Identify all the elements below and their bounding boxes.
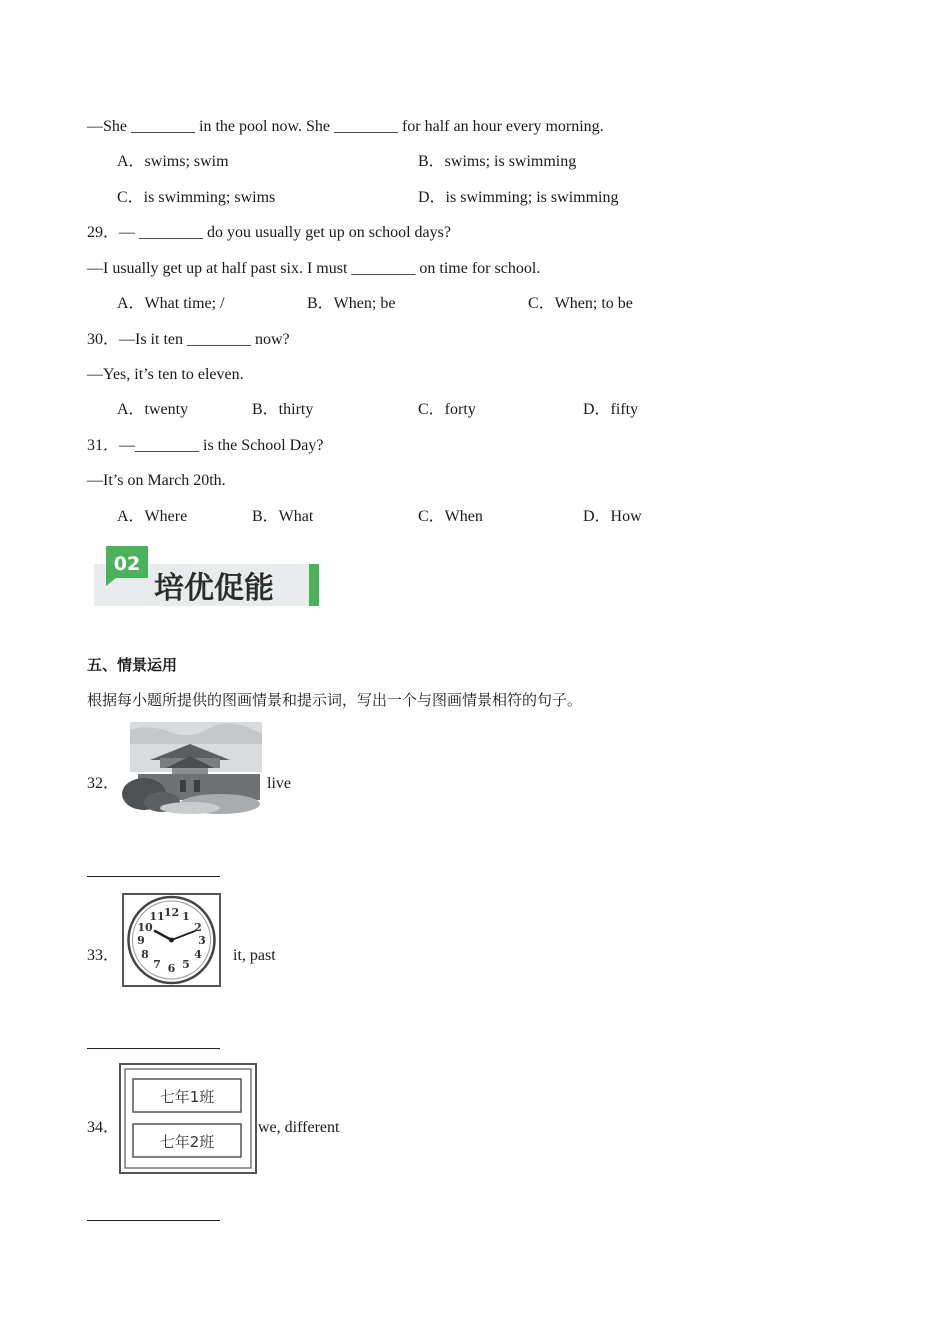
- clock-number-10: 10: [137, 921, 153, 934]
- banner-title: 培优促能: [154, 571, 274, 606]
- q33-hint: it, past: [233, 947, 276, 964]
- q31-option-d: D．How: [583, 508, 642, 525]
- clock-number-1: 1: [182, 910, 190, 923]
- section-instruction: 根据每小题所提供的图画情景和提示词，写出一个与图画情景相符的句子。: [87, 691, 583, 709]
- q32-hint: live: [267, 775, 291, 792]
- q30-option-d: D．fifty: [583, 401, 639, 418]
- clock-number-8: 8: [141, 948, 149, 961]
- clock-number-3: 3: [198, 934, 206, 947]
- class-signs-picture: [119, 1063, 258, 1175]
- q30-line2: —Yes, it’s ten to eleven.: [87, 366, 244, 383]
- q33-answer-line[interactable]: [87, 1048, 220, 1049]
- clock-number-7: 7: [153, 958, 161, 971]
- q34-number: 34．: [87, 1119, 120, 1136]
- q30-option-b: B．thirty: [252, 401, 314, 418]
- clock-number-11: 11: [149, 910, 165, 923]
- clock-number-6: 6: [167, 962, 176, 975]
- q31-option-a: A．Where: [117, 508, 188, 525]
- q28-option-b: B．swims; is swimming: [418, 153, 577, 170]
- clock-number-12: 12: [163, 906, 180, 919]
- q33-number: 33．: [87, 947, 120, 964]
- q30-option-c: C．forty: [418, 401, 476, 418]
- q32-number: 32．: [87, 775, 120, 792]
- q30-line1: 30．—Is it ten ________ now?: [87, 331, 290, 348]
- q29-option-b: B．When; be: [307, 295, 396, 312]
- q29-option-a: A．What time; /: [117, 295, 225, 312]
- class-sign-1: 七年1班: [159, 1088, 215, 1106]
- q30-option-a: A．twenty: [117, 401, 189, 418]
- q31-option-b: B．What: [252, 508, 314, 525]
- q28-option-d: D．is swimming; is swimming: [418, 189, 619, 206]
- q32-answer-line[interactable]: [87, 876, 220, 877]
- banner-number: 02: [113, 553, 141, 575]
- q28-option-a: A．swims; swim: [117, 153, 229, 170]
- q29-line2: —I usually get up at half past six. I must ________ on time for school.: [87, 260, 541, 277]
- q31-option-c: C．When: [418, 508, 483, 525]
- q29-line1: 29．— ________ do you usually get up on school days?: [87, 224, 451, 241]
- q34-answer-line[interactable]: [87, 1220, 220, 1221]
- section-title: 五、情景运用: [87, 656, 178, 674]
- clock-number-2: 2: [194, 921, 202, 934]
- q31-line2: —It’s on March 20th.: [87, 472, 226, 489]
- clock-number-5: 5: [182, 958, 190, 971]
- q31-line1: 31．—________ is the School Day?: [87, 437, 324, 454]
- q28-line2: —She ________ in the pool now. She ________ for half an hour every morning.: [87, 118, 604, 135]
- tiananmen-picture: [120, 722, 264, 814]
- clock-picture: [122, 893, 221, 987]
- class-sign-2: 七年2班: [159, 1133, 215, 1151]
- q34-hint: we, different: [258, 1119, 340, 1136]
- section-banner: [94, 544, 320, 608]
- q29-option-c: C．When; to be: [528, 295, 633, 312]
- clock-number-9: 9: [137, 934, 145, 947]
- q28-option-c: C．is swimming; swims: [117, 189, 276, 206]
- clock-number-4: 4: [194, 948, 202, 961]
